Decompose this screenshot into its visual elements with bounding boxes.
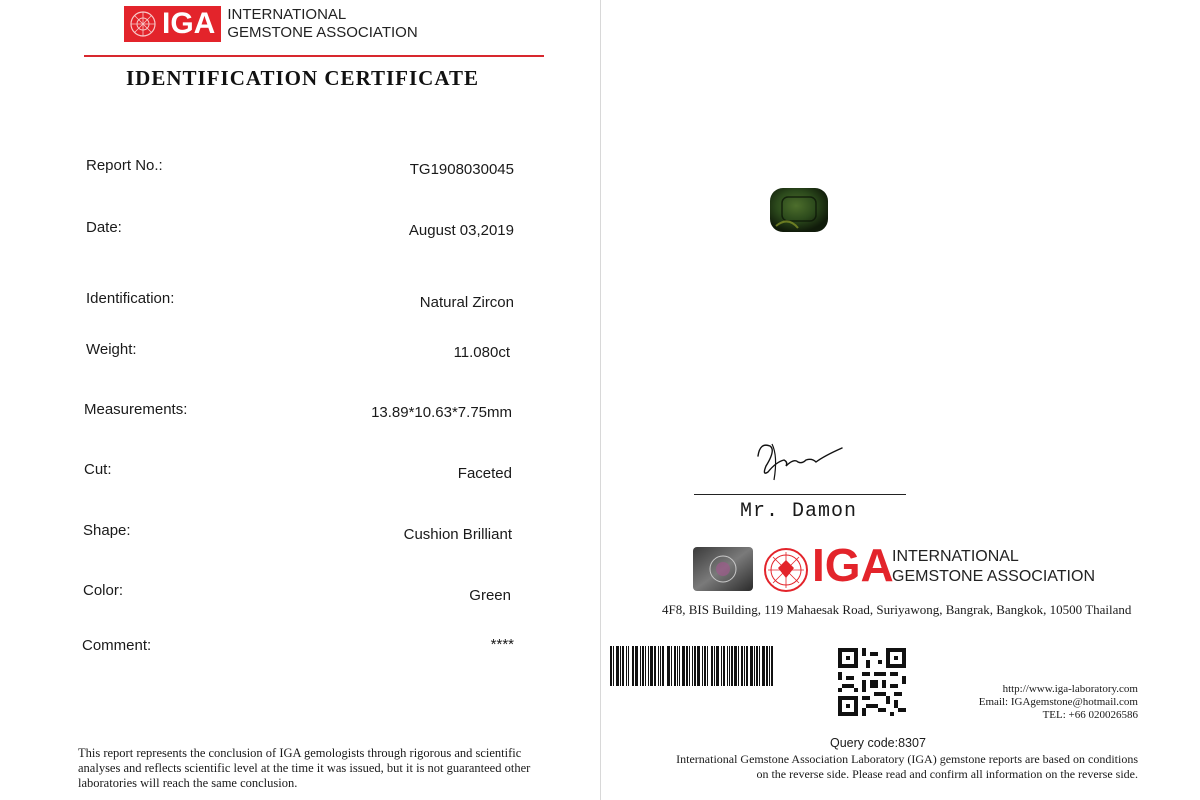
label-color: Color: (83, 582, 124, 599)
org-name-line1: INTERNATIONAL (892, 548, 1019, 565)
logo-text: IGA (162, 7, 216, 40)
value-date: August 03,2019 (408, 222, 514, 239)
lab-contact (900, 683, 1138, 722)
certificate-title: IDENTIFICATION CERTIFICATE (126, 66, 479, 90)
query-code: Query code:8307 (830, 736, 926, 750)
org-name-line2: GEMSTONE ASSOCIATION (227, 24, 418, 41)
org-name (227, 6, 417, 42)
signer-name: Mr. Damon (740, 500, 858, 523)
green-cushion-gemstone (768, 186, 830, 234)
label-identification: Identification: (86, 290, 175, 307)
fold-line (600, 0, 601, 800)
lab-address: 4F8, BIS Building, 119 Mahaesak Road, Suriyawong, Bangrak, Bangkok, 10500 Thailand (662, 602, 1132, 617)
value-cut: Faceted (457, 465, 512, 482)
label-weight: Weight: (86, 341, 137, 358)
hologram-seal-icon (692, 544, 754, 594)
iga-logo-badge (124, 6, 221, 42)
value-shape: Cushion Brilliant (403, 526, 512, 543)
gem-wheel-icon (762, 546, 810, 594)
label-comment: Comment: (82, 637, 152, 654)
label-date: Date: (86, 219, 122, 236)
report-disclaimer: International Gemstone Association Laboratory (IGA) gemstone reports are based on conditions on the reverse side. Please read and confirm all information on the reverse side. (676, 752, 1138, 781)
lab-phone: TEL: +66 020026586 (1042, 709, 1138, 721)
label-report-no: Report No.: (86, 157, 163, 174)
value-comment: **** (490, 636, 514, 653)
lab-email: Email: IGAgemstone@hotmail.com (978, 696, 1138, 708)
value-color: Green (469, 587, 511, 604)
org-name (892, 547, 1095, 587)
signature-icon (752, 436, 848, 486)
org-name-line1: INTERNATIONAL (227, 6, 347, 23)
logo-text: IGA (812, 539, 894, 591)
qr-code-icon (838, 648, 906, 716)
barcode-icon (610, 646, 773, 686)
iga-header-logo (124, 6, 418, 42)
value-weight: 11.080ct (453, 344, 510, 361)
value-report-no: TG1908030045 (409, 161, 514, 178)
gem-wheel-icon (128, 9, 158, 39)
label-measurements: Measurements: (84, 401, 188, 418)
signature-line (694, 494, 906, 495)
value-identification: Natural Zircon (419, 294, 514, 311)
value-measurements: 13.89*10.63*7.75mm (371, 404, 512, 421)
org-name-line2: GEMSTONE ASSOCIATION (892, 568, 1095, 585)
label-cut: Cut: (84, 461, 112, 478)
label-shape: Shape: (83, 522, 131, 539)
lab-website-link[interactable]: http://www.iga-laboratory.com (1002, 683, 1138, 695)
certificate-footnote: This report represents the conclusion of IGA gemologists through rigorous and scientific analyses and reflects scientific level at the time it was issued, but it is not guaranteed other laboratories will reach the same conclusion. (78, 746, 531, 790)
header-divider (84, 55, 544, 57)
